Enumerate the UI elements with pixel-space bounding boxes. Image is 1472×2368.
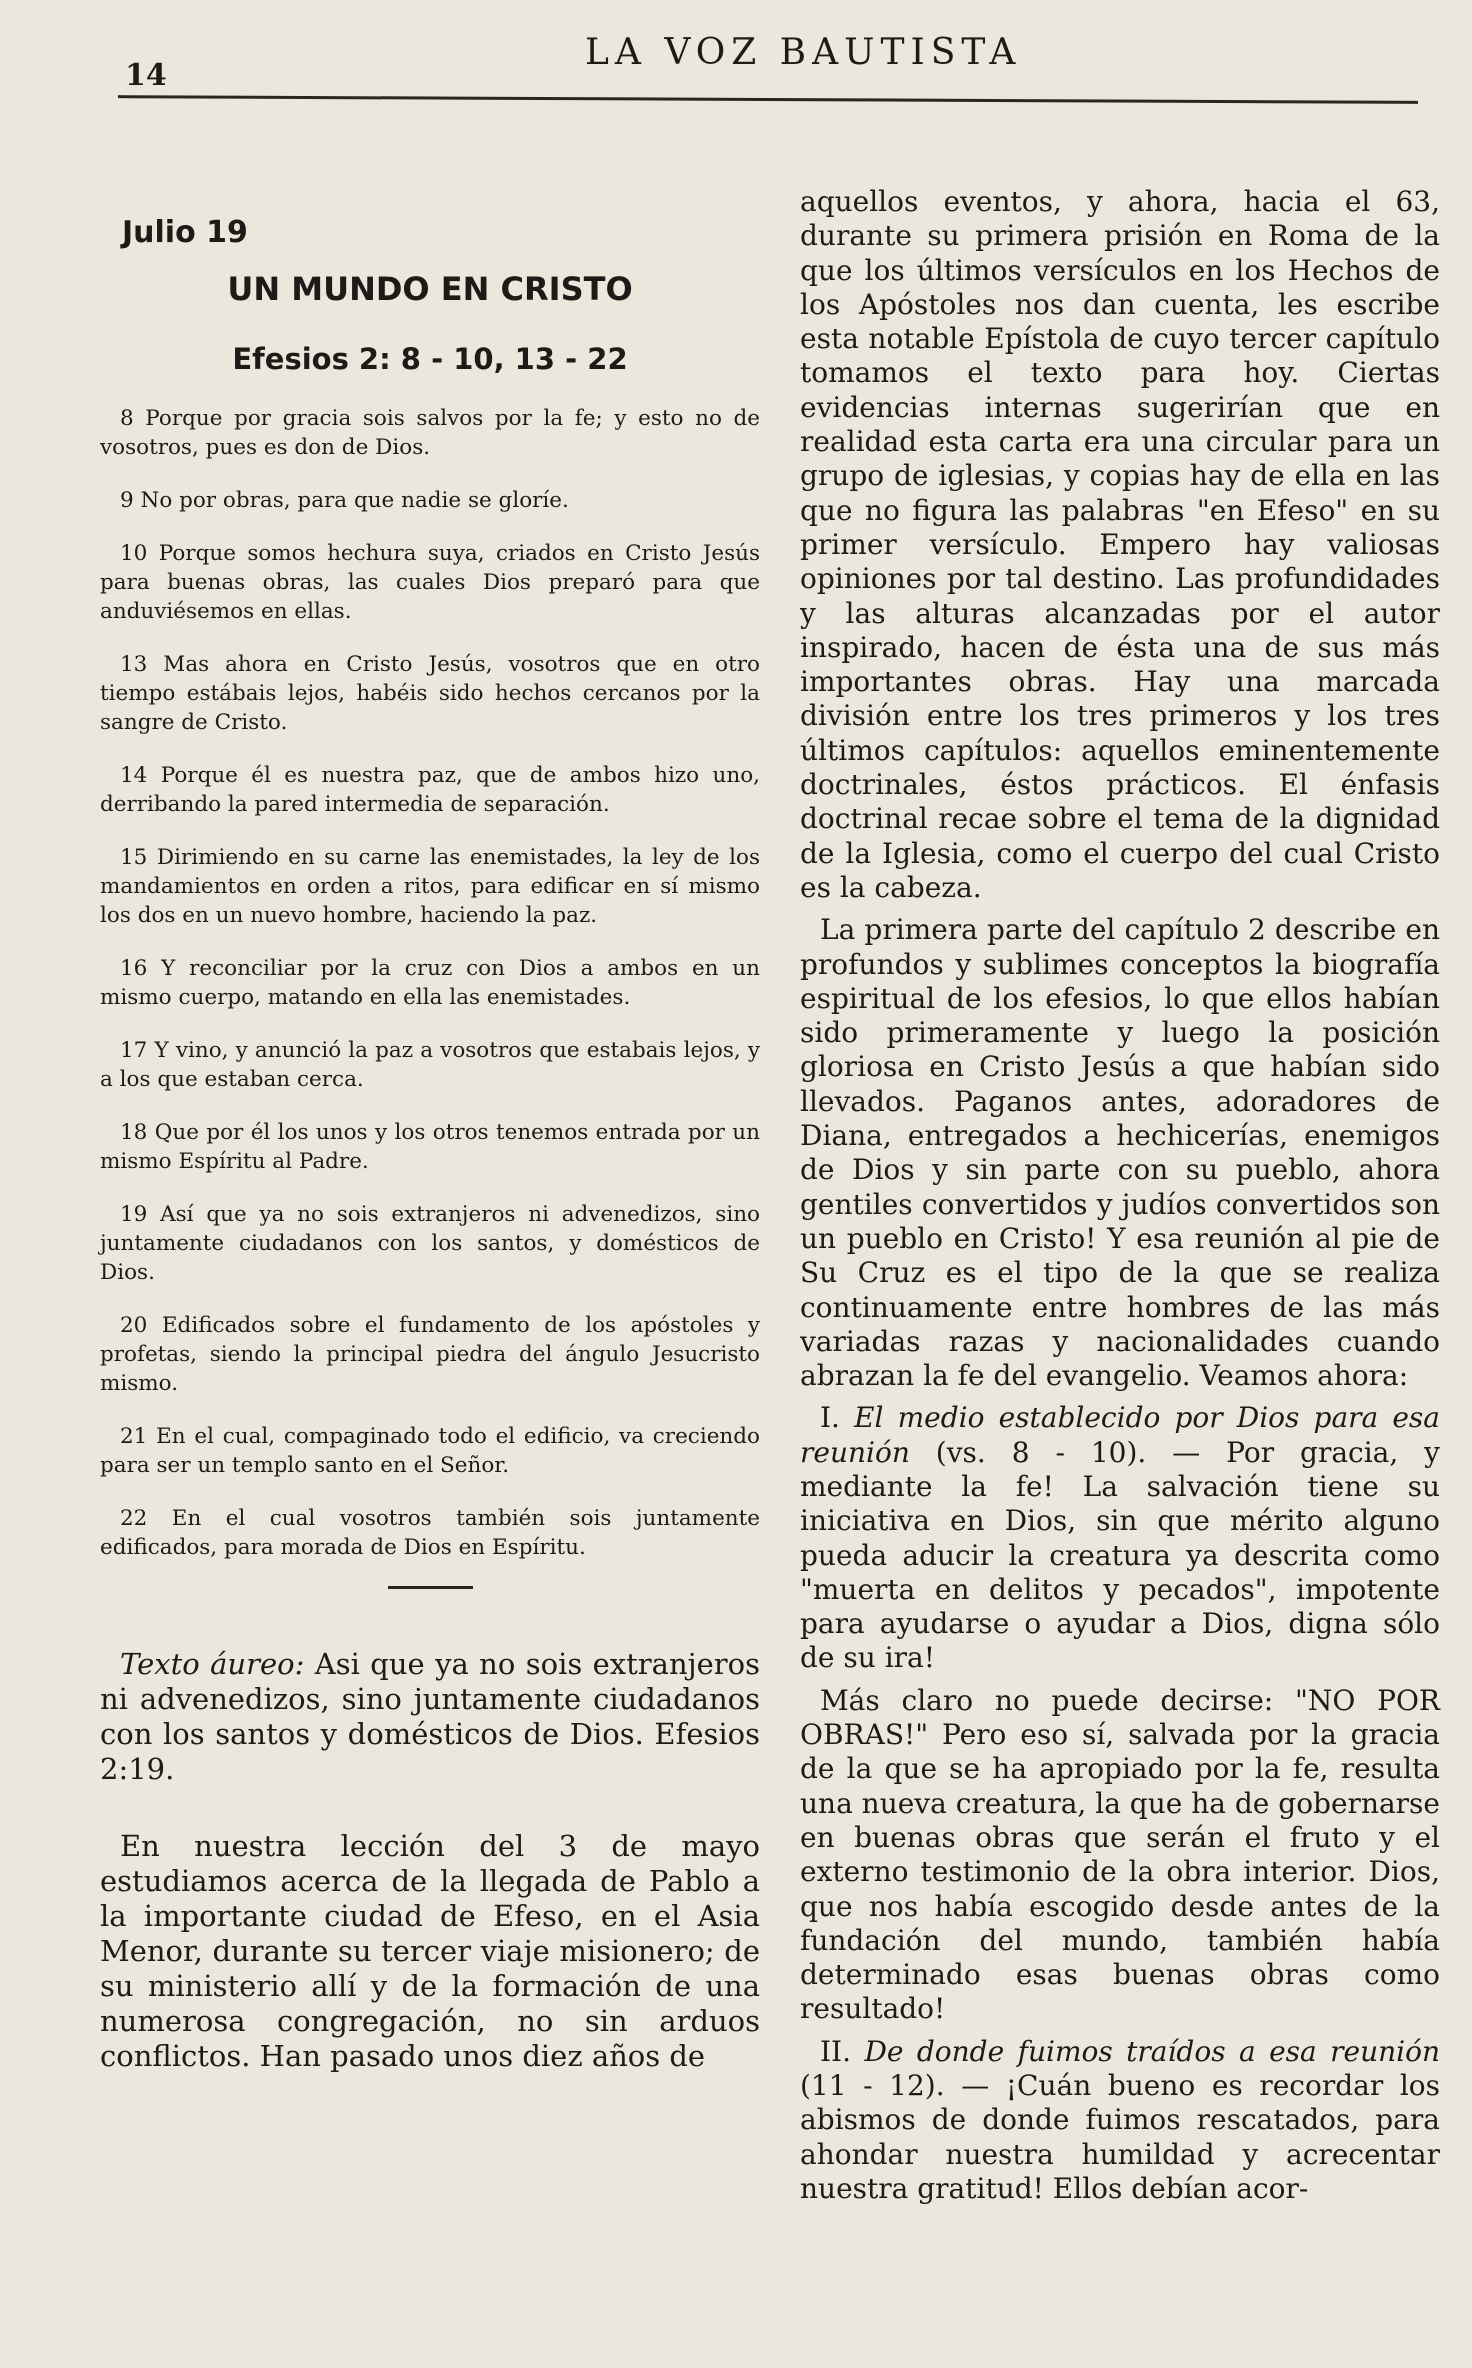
- point-2-numeral: II.: [820, 2034, 865, 2068]
- lesson-title: UN MUNDO EN CRISTO: [227, 270, 633, 308]
- verse-19: 19 Así que ya no sois extranjeros ni advenedizos, sino juntamente ciudadanos con los santos, y domésticos de Dios.: [100, 1202, 760, 1285]
- verse-21: 21 En el cual, compaginado todo el edificio, va creciendo para ser un templo santo en el Señor.: [100, 1424, 760, 1478]
- paragraph-no-por-obras: Más claro no puede decirse: "NO POR OBRAS!" Pero eso sí, salvada por la gracia de la que se ha apropiado por la fe, resulta una nueva creatura, la que ha de gobernarse en buenas obras que serán el fruto y el externo testimonio de la obra interior. Dios, que nos había escogido desde antes de la fundación del mundo, también había determinado esas buenas obras como resultado!: [800, 1683, 1440, 2026]
- scripture-reference: Efesios 2: 8 - 10, 13 - 22: [232, 342, 628, 376]
- paragraph-point-1: [800, 1401, 1440, 1675]
- section-separator: [388, 1586, 473, 1589]
- paragraph-point-2: [800, 2035, 1440, 2206]
- verse-15: 15 Dirimiendo en su carne las enemistades, la ley de los mandamientos en orden a ritos, para edificar en sí mismo los dos en un nuevo hombre, haciendo la paz.: [100, 845, 760, 928]
- page-number: 14: [125, 58, 167, 93]
- verse-22: 22 En el cual vosotros también sois juntamente edificados, para morada de Dios en Espíritu.: [100, 1506, 760, 1560]
- verse-14: 14 Porque él es nuestra paz, que de ambos hizo uno, derribando la pared intermedia de separación.: [100, 763, 760, 817]
- verse-10: 10 Porque somos hechura suya, criados en Cristo Jesús para buenas obras, las cuales Dios preparó para que anduviésemos en ellas.: [100, 541, 760, 624]
- verse-9: 9 No por obras, para que nadie se gloríe.: [120, 488, 569, 513]
- paragraph-chapter-2: La primera parte del capítulo 2 describe en profundos y sublimes conceptos la biografía espiritual de los efesios, lo que ellos habían sido primeramente y luego la posición gloriosa en Cristo Jesús a que habían sido llevados. Paganos antes, adoradores de Diana, entregados a hechicerías, enemigos de Dios y sin parte con su pueblo, ahora gentiles convertidos y judíos convertidos son un pueblo en Cristo! Y esa reunión al pie de Su Cruz es el tipo de la que se realiza continuamente entre hombres de las más variadas razas y nacionalidades cuando abrazan la fe del evangelio. Veamos ahora:: [800, 913, 1440, 1393]
- verse-13: 13 Mas ahora en Cristo Jesús, vosotros que en otro tiempo estábais lejos, habéis sido hechos cercanos por la sangre de Cristo.: [100, 652, 760, 735]
- verse-20: 20 Edificados sobre el fundamento de los apóstoles y profetas, siendo la principal piedra del ángulo Jesucristo mismo.: [100, 1313, 760, 1396]
- point-1-heading: El medio establecido por Dios para esa reunión: [800, 1401, 1440, 1469]
- right-column: [800, 185, 1440, 2214]
- point-2-heading: De donde fuimos traídos a esa reunión: [864, 2034, 1440, 2068]
- lesson-date: Julio 19: [122, 215, 248, 250]
- verse-8: 8 Porque por gracia sois salvos por la fe; y esto no de vosotros, pues es don de Dios.: [100, 406, 760, 460]
- point-1-text: (vs. 8 - 10). — Por gracia, y mediante la fe! La salvación tiene su iniciativa en Dios, sin que mérito alguno pueda aducir la creatura ya descrita como "muerta en delitos y pecados", impotente para ayudarse o ayudar a Dios, digna sólo de su ira!: [800, 1435, 1440, 1675]
- golden-text-body: Asi que ya no sois extranjeros ni advenedizos, sino juntamente ciudadanos con los santos y domésticos de Dios. Efesios 2:19.: [100, 1647, 760, 1786]
- golden-text-label: Texto áureo:: [120, 1647, 305, 1681]
- page-header: [0, 0, 1472, 110]
- paragraph-continuation: aquellos eventos, y ahora, hacia el 63, durante su primera prisión en Roma de la que los últimos versículos en los Hechos de los Apóstoles nos dan cuenta, les escribe esta notable Epístola de cuyo tercer capítulo tomamos el texto para hoy. Ciertas evidencias internas sugerirían que en realidad esta carta era una circular para un grupo de iglesias, y copias hay de ella en las que no figura las palabras "en Efeso" en su primer versículo. Empero hay valiosas opiniones por tal destino. Las profundidades y las alturas alcanzadas por el autor inspirado, hacen de ésta una de sus más importantes obras. Hay una marcada división entre los tres primeros y los tres últimos capítulos: aquellos eminentemente doctrinales, éstos prácticos. El énfasis doctrinal recae sobre el tema de la dignidad de la Iglesia, como el cuerpo del cual Cristo es la cabeza.: [800, 185, 1440, 904]
- header-rule: [118, 95, 1418, 104]
- verse-16: 16 Y reconciliar por la cruz con Dios a ambos en un mismo cuerpo, matando en ella las enemistades.: [100, 956, 760, 1010]
- golden-text: [100, 1647, 760, 1787]
- verse-17: 17 Y vino, y anunció la paz a vosotros que estabais lejos, y a los que estaban cerca.: [100, 1038, 760, 1092]
- intro-paragraph: En nuestra lección del 3 de mayo estudiamos acerca de la llegada de Pablo a la importante ciudad de Efeso, en el Asia Menor, durante su tercer viaje misionero; de su ministerio allí y de la formación de una numerosa congregación, no sin arduos conflictos. Han pasado unos diez años de: [100, 1829, 760, 2073]
- point-1-numeral: I.: [820, 1401, 855, 1435]
- point-2-text: (11 - 12). — ¡Cuán bueno es recordar los abismos de donde fuimos rescatados, para ahondar nuestra humildad y acrecentar nuestra gratitud! Ellos debían acor-: [800, 2069, 1440, 2205]
- journal-title: LA VOZ BAUTISTA: [585, 32, 1022, 73]
- verse-18: 18 Que por él los unos y los otros tenemos entrada por un mismo Espíritu al Padre.: [100, 1120, 760, 1174]
- left-column: [100, 195, 760, 2074]
